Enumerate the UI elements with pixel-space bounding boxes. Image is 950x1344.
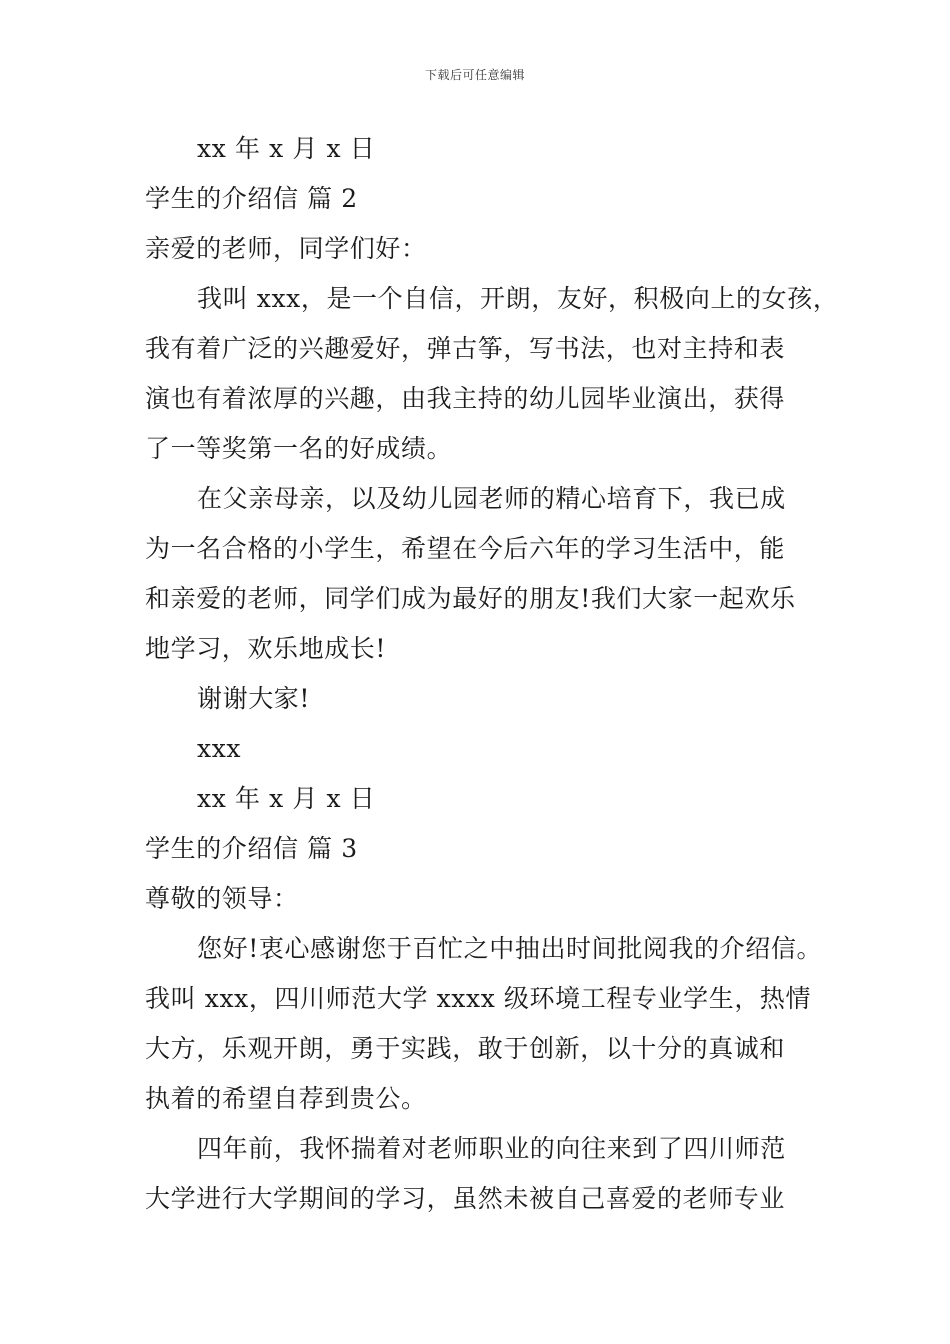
closing-line: 谢谢大家! <box>197 684 311 713</box>
paragraph-line: 了一等奖第一名的好成绩。 <box>145 434 453 463</box>
paragraph-line: 我叫 xxx，是一个自信，开朗，友好，积极向上的女孩， <box>197 284 839 313</box>
section-title: 学生的介绍信 篇 2 <box>145 184 358 213</box>
page-header-note: 下载后可任意编辑 <box>424 68 525 82</box>
paragraph-line: 在父亲母亲，以及幼儿园老师的精心培育下，我已成 <box>197 484 786 513</box>
paragraph-line: 为一名合格的小学生，希望在今后六年的学习生活中，能 <box>145 534 786 563</box>
salutation: 亲爱的老师，同学们好： <box>145 234 427 263</box>
paragraph-line: 您好!衷心感谢您于百忙之中抽出时间批阅我的介绍信。 <box>197 934 823 963</box>
date-line: xx 年 x 月 x 日 <box>197 784 376 813</box>
paragraph-line: 和亲爱的老师，同学们成为最好的朋友!我们大家一起欢乐 <box>145 584 796 613</box>
signature-line: xxx <box>197 734 242 763</box>
paragraph-line: 执着的希望自荐到贵公。 <box>145 1084 427 1113</box>
paragraph-line: 我有着广泛的兴趣爱好，弹古筝，写书法，也对主持和表 <box>145 334 786 363</box>
paragraph-line: 地学习，欢乐地成长! <box>145 634 387 663</box>
paragraph-line: 大学进行大学期间的学习，虽然未被自己喜爱的老师专业 <box>145 1184 786 1213</box>
section-title: 学生的介绍信 篇 3 <box>145 834 358 863</box>
date-line: xx 年 x 月 x 日 <box>197 134 376 163</box>
paragraph-line: 演也有着浓厚的兴趣，由我主持的幼儿园毕业演出，获得 <box>145 384 786 413</box>
paragraph-line: 大方，乐观开朗，勇于实践，敢于创新，以十分的真诚和 <box>145 1034 786 1063</box>
paragraph-line: 我叫 xxx，四川师范大学 xxxx 级环境工程专业学生，热情 <box>145 984 812 1013</box>
salutation: 尊敬的领导： <box>145 884 299 913</box>
paragraph-line: 四年前，我怀揣着对老师职业的向往来到了四川师范 <box>197 1134 786 1163</box>
